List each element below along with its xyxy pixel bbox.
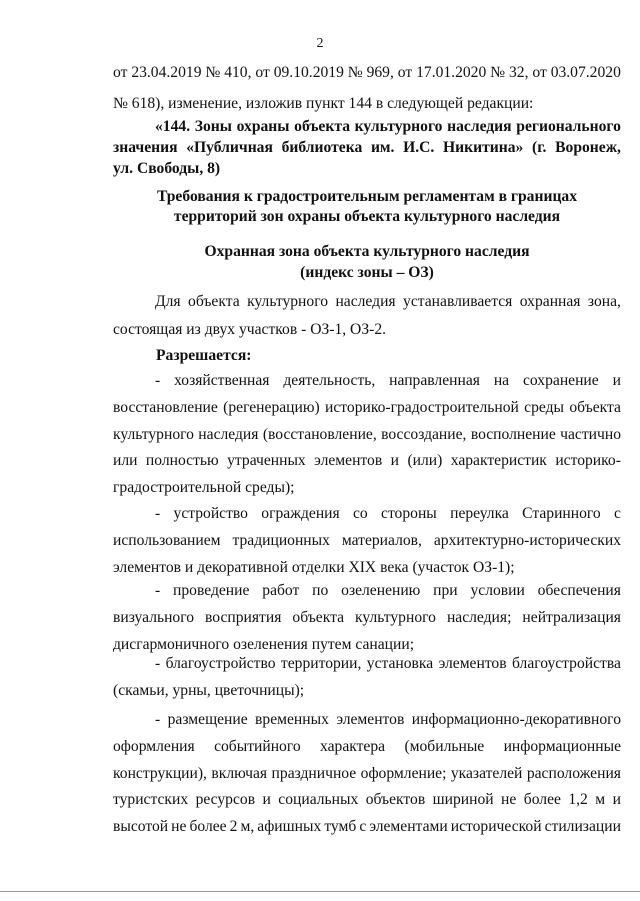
word: благоустройства xyxy=(512,655,621,672)
word: элементов xyxy=(438,655,507,672)
text-line xyxy=(113,711,621,729)
word: праздничное xyxy=(271,764,357,782)
word: более xyxy=(523,791,561,809)
section-title xyxy=(113,188,621,226)
word: - xyxy=(155,505,161,522)
word: высотой xyxy=(113,818,169,836)
word: с xyxy=(359,818,367,836)
word: Для xyxy=(155,293,181,310)
word: элементами xyxy=(369,818,448,836)
word: событийного xyxy=(214,737,301,755)
text-line: ул. Свободы, 8) xyxy=(113,160,221,177)
word: элементов xyxy=(314,452,383,470)
word: Воронеж, xyxy=(555,139,621,156)
word: стилизации xyxy=(544,818,621,836)
word: оформление; xyxy=(360,764,447,782)
word: № xyxy=(490,64,506,81)
word: м, xyxy=(240,818,255,836)
word: культурного xyxy=(247,293,329,310)
word: не xyxy=(171,818,187,836)
text-line xyxy=(113,582,621,600)
word: элементов xyxy=(336,711,405,728)
word: им. xyxy=(370,139,395,156)
text-line xyxy=(113,791,621,809)
word: Зоны xyxy=(194,118,232,135)
word: наследия xyxy=(447,118,512,135)
word: конструкции), xyxy=(113,764,207,782)
word: исторической xyxy=(450,818,542,836)
word: (мобильные xyxy=(404,737,485,755)
word: традиционных xyxy=(232,531,330,549)
word: информационно-декоративного xyxy=(411,711,621,728)
word: туристских xyxy=(113,791,189,809)
word: при xyxy=(433,582,458,599)
word: объектов xyxy=(365,791,426,809)
text-line: Охранная зона объекта культурного наследия xyxy=(204,243,530,260)
word: наследия xyxy=(335,293,396,310)
word: нейтрализация xyxy=(522,608,621,626)
word: культурного xyxy=(354,118,443,135)
word: культурного xyxy=(113,425,194,443)
word: наследия; xyxy=(446,608,512,626)
text-line xyxy=(113,609,621,627)
word: территории, xyxy=(280,655,362,672)
word: указателей xyxy=(450,764,523,782)
word: включая xyxy=(211,764,268,782)
word: от xyxy=(532,64,547,81)
word: установка xyxy=(366,655,434,672)
word: зона, xyxy=(587,293,621,310)
word: историко- xyxy=(555,452,621,470)
word: не xyxy=(501,791,517,809)
word: и xyxy=(612,791,621,809)
word: сохранение xyxy=(522,372,599,389)
word: визуального xyxy=(113,608,195,626)
word: устройство xyxy=(173,505,248,522)
word: 2 xyxy=(229,818,238,836)
word: информационные xyxy=(503,737,621,755)
text-line: элементов и декоративной отделки XIX века (участок ОЗ-1); xyxy=(113,558,515,576)
word: более xyxy=(189,818,227,836)
word: культурного xyxy=(355,608,436,626)
word: на xyxy=(493,372,510,389)
word: охранная xyxy=(519,293,581,310)
word: афишных xyxy=(257,818,322,836)
zone-paragraph xyxy=(113,293,621,338)
word: ограждения xyxy=(261,505,340,522)
word: 17.01.2020 xyxy=(416,64,487,81)
word: расположения xyxy=(526,764,621,782)
word: временных xyxy=(255,711,329,728)
word: от xyxy=(113,64,128,81)
word: 410, xyxy=(224,64,252,81)
word: обеспечения xyxy=(537,582,621,599)
word: охраны xyxy=(236,118,290,135)
word: объекта xyxy=(188,293,240,310)
word: И.С. xyxy=(403,139,435,156)
word: восприятия xyxy=(205,608,282,626)
subsection-title xyxy=(113,243,621,282)
word: Никитина» xyxy=(443,139,524,156)
text-line xyxy=(113,139,621,157)
word: с xyxy=(614,505,621,522)
word: по xyxy=(312,582,329,599)
word: материалов, xyxy=(341,531,422,549)
word: тумб xyxy=(324,818,357,836)
word: от xyxy=(397,64,413,81)
text-line: № 618), изменение, изложив пункт 144 в следующей редакции: xyxy=(113,95,534,112)
word: восстановление xyxy=(113,398,218,416)
word: библиотека xyxy=(281,139,363,156)
word: социальных xyxy=(278,791,359,809)
word: историко-градостроительной xyxy=(325,398,519,416)
text-line xyxy=(113,372,621,390)
text-line xyxy=(113,818,621,836)
word: и xyxy=(262,791,271,809)
word: архитектурно-исторических xyxy=(433,531,621,549)
allowed-label: Разрешается: xyxy=(156,347,252,364)
word: хозяйственная xyxy=(174,372,270,389)
word: объекта xyxy=(292,608,345,626)
word: - xyxy=(155,372,161,389)
text-line xyxy=(113,765,621,783)
word: направленная xyxy=(389,372,480,389)
word: стороны xyxy=(381,505,437,522)
word: регионального xyxy=(516,118,621,135)
word: «144. xyxy=(155,118,191,135)
word: переулка xyxy=(450,505,509,522)
word: № xyxy=(205,64,221,81)
word: восполнение xyxy=(470,425,556,443)
word: 32, xyxy=(508,64,529,81)
word: (г. xyxy=(532,139,547,156)
word: № xyxy=(347,64,363,81)
text-line: дисгармоничного озеленения путем санации; xyxy=(113,635,415,653)
word: благоустройство xyxy=(165,655,276,672)
word: - xyxy=(155,582,161,599)
text-line: (скамьи, урны, цветочницы); xyxy=(113,681,305,699)
word: 09.10.2019 xyxy=(273,64,344,81)
word: утраченных xyxy=(227,452,306,470)
word: от xyxy=(255,64,270,81)
word: (восстановление, xyxy=(262,425,377,443)
text-line: Требования к градостроительным регламентам в границах xyxy=(156,188,578,205)
page-bottom-edge xyxy=(0,891,640,892)
word: устанавливается xyxy=(403,293,513,310)
word: шириной xyxy=(432,791,494,809)
word: (регенерацию) xyxy=(223,398,320,416)
word: 03.07.2020 xyxy=(550,64,621,81)
word: - xyxy=(155,655,161,672)
text-line: (индекс зоны – ОЗ) xyxy=(300,264,434,281)
item-heading xyxy=(113,118,621,177)
text-line xyxy=(113,399,621,417)
word: характера xyxy=(320,737,386,755)
word: характеристик xyxy=(450,452,547,470)
word: полностью xyxy=(145,452,219,470)
word: воссоздание, xyxy=(381,425,467,443)
word: - xyxy=(155,711,161,728)
word: наследия xyxy=(198,425,259,443)
text-line: градостроительной среды); xyxy=(113,479,295,497)
word: 1,2 xyxy=(568,791,588,809)
word: 969, xyxy=(366,64,394,81)
text-line xyxy=(113,426,621,444)
word: размещение xyxy=(167,711,248,728)
word: объекта xyxy=(569,398,621,416)
word: ресурсов xyxy=(195,791,256,809)
word: Старинного xyxy=(522,505,601,522)
word: условии xyxy=(470,582,525,599)
text-line xyxy=(113,118,621,136)
text-line xyxy=(113,532,621,550)
word: (или) xyxy=(407,452,443,470)
word: использованием xyxy=(113,531,221,549)
word: оформления xyxy=(113,737,195,755)
word: м xyxy=(595,791,606,809)
word: деятельность, xyxy=(283,372,376,389)
text-line xyxy=(113,505,621,523)
word: 23.04.2019 xyxy=(131,64,202,81)
word: значения xyxy=(113,139,178,156)
text-line xyxy=(113,452,621,470)
word: озеленению xyxy=(341,582,421,599)
word: объекта xyxy=(294,118,350,135)
word: «Публичная xyxy=(186,139,273,156)
text-line xyxy=(113,64,621,85)
text-line: состоящая из двух участков - ОЗ-1, ОЗ-2. xyxy=(113,321,387,338)
page-number: 2 xyxy=(316,36,324,51)
word: со xyxy=(353,505,368,522)
text-line: территорий зон охраны объекта культурного наследия xyxy=(173,208,561,225)
word: частично xyxy=(560,425,621,443)
word: проведение xyxy=(173,582,250,599)
word: или xyxy=(113,452,138,470)
word: и xyxy=(390,452,399,470)
text-line xyxy=(113,655,621,673)
text-line xyxy=(113,293,621,311)
word: и xyxy=(612,372,621,389)
text-line xyxy=(113,738,621,756)
word: среды xyxy=(524,398,565,416)
intro-paragraph xyxy=(113,64,621,112)
word: работ xyxy=(262,582,300,599)
